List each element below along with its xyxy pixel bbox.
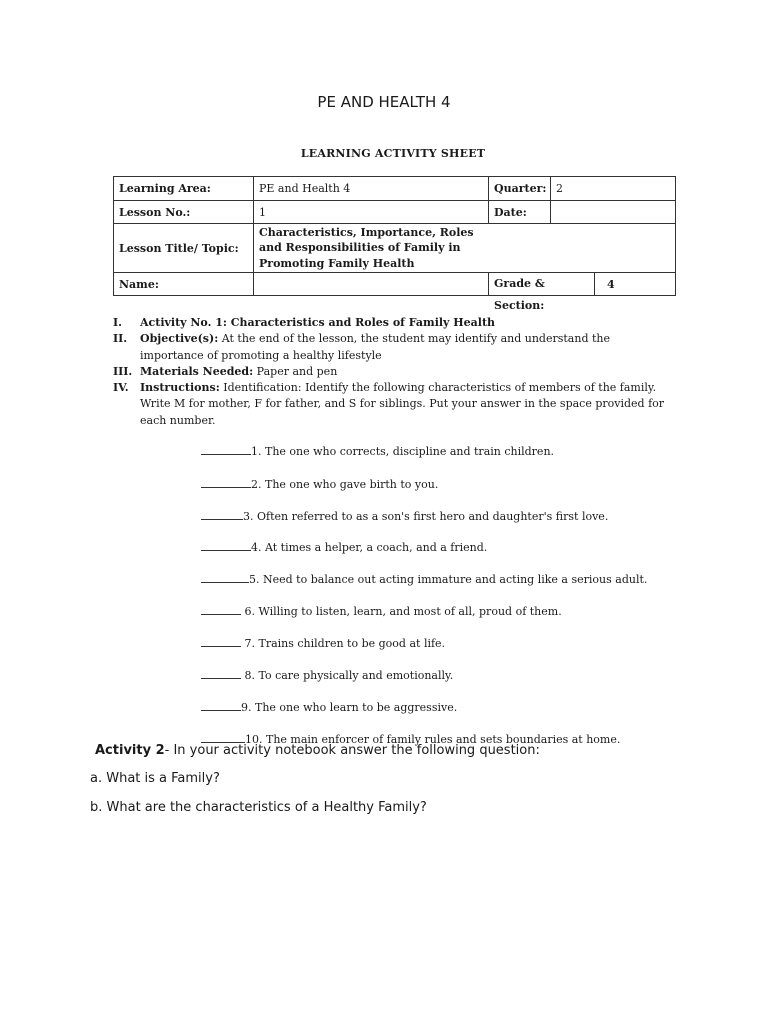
quarter-label: Quarter: <box>489 177 551 201</box>
table-row <box>114 224 676 273</box>
question-text: 2. The one who gave birth to you. <box>251 478 439 491</box>
question-item <box>201 477 438 491</box>
grade-value: 4 <box>607 277 615 291</box>
answer-blank[interactable] <box>201 572 249 583</box>
activity-2-label: Activity 2 <box>95 743 165 758</box>
item-numeral: III. <box>113 364 133 378</box>
quarter-value: 2 <box>551 177 676 201</box>
answer-blank[interactable] <box>201 668 241 679</box>
topic-label: Lesson Title/ Topic: <box>114 224 254 273</box>
activity-2-heading <box>95 743 540 758</box>
question-item <box>201 444 554 458</box>
answer-blank[interactable] <box>201 509 243 520</box>
question-text: 5. Need to balance out acting immature and acting like a serious adult. <box>249 573 648 586</box>
list-item <box>113 331 673 364</box>
table-row <box>114 177 676 201</box>
question-text: 1. The one who corrects, discipline and train children. <box>251 445 555 458</box>
instructions-list <box>113 315 673 429</box>
answer-blank[interactable] <box>201 540 251 551</box>
answer-blank[interactable] <box>201 732 245 743</box>
learning-area-value: PE and Health 4 <box>254 177 489 201</box>
grade-cell <box>489 273 676 312</box>
table-row <box>114 201 676 224</box>
topic-text: Characteristics, Importance, Roles and Responsibilities of Family in Promoting Family Health <box>259 225 474 270</box>
date-field[interactable] <box>551 201 676 224</box>
lesson-no-value: 1 <box>254 201 489 224</box>
list-item <box>113 315 673 331</box>
materials-text: Paper and pen <box>253 364 338 378</box>
instructions-label: Instructions: <box>140 381 220 395</box>
question-text: 3. Often referred to as a son's first hero and daughter's first love. <box>243 510 609 523</box>
question-item <box>201 604 562 618</box>
list-item <box>113 364 673 380</box>
name-field[interactable] <box>254 273 489 296</box>
question-text: 8. To care physically and emotionally. <box>241 669 454 682</box>
item-numeral: II. <box>113 332 128 346</box>
answer-blank[interactable] <box>201 444 251 455</box>
grade-label: Grade & Section: <box>489 273 595 295</box>
question-text: 10. The main enforcer of family rules and sets boundaries at home. <box>245 733 621 746</box>
answer-blank[interactable] <box>201 700 241 711</box>
activity-2-text: - In your activity notebook answer the following question: <box>164 743 540 758</box>
question-text: 6. Willing to listen, learn, and most of all, proud of them. <box>241 605 562 618</box>
list-item <box>113 380 673 429</box>
answer-blank[interactable] <box>201 604 241 615</box>
item-numeral: IV. <box>113 381 129 395</box>
table-row <box>114 273 676 296</box>
item-numeral: I. <box>113 316 122 329</box>
question-item <box>201 572 647 586</box>
lesson-no-label: Lesson No.: <box>114 201 254 224</box>
question-item <box>201 636 445 650</box>
question-text: 4. At times a helper, a coach, and a friend. <box>251 541 488 554</box>
sheet-title: LEARNING ACTIVITY SHEET <box>300 147 486 160</box>
question-a: a. What is a Family? <box>90 771 220 786</box>
page-title: PE AND HEALTH 4 <box>317 93 451 111</box>
question-item <box>201 509 608 523</box>
learning-area-label: Learning Area: <box>114 177 254 201</box>
activity-title: Activity No. 1: Characteristics and Roles of Family Health <box>140 316 496 329</box>
materials-label: Materials Needed: <box>140 364 254 378</box>
instructions-text: Identification: Identify the following characteristics of members of the family. Write M for mother, F for father, and S for siblings. Put your answer in the space provided for each number. <box>140 381 665 427</box>
question-item <box>201 700 457 714</box>
question-text: 7. Trains children to be good at life. <box>241 637 446 650</box>
answer-blank[interactable] <box>201 636 241 647</box>
objectives-label: Objective(s): <box>140 332 219 346</box>
name-label: Name: <box>114 273 254 296</box>
topic-value <box>254 224 676 273</box>
objectives-text: At the end of the lesson, the student may identify and understand the importance of promoting a healthy lifestyle <box>140 332 611 362</box>
question-item <box>201 668 453 682</box>
answer-blank[interactable] <box>201 477 251 488</box>
lesson-info-table <box>113 176 676 312</box>
question-item <box>201 540 487 554</box>
question-b: b. What are the characteristics of a Healthy Family? <box>90 800 427 815</box>
question-text: 9. The one who learn to be aggressive. <box>241 701 458 714</box>
date-label: Date: <box>489 201 551 224</box>
